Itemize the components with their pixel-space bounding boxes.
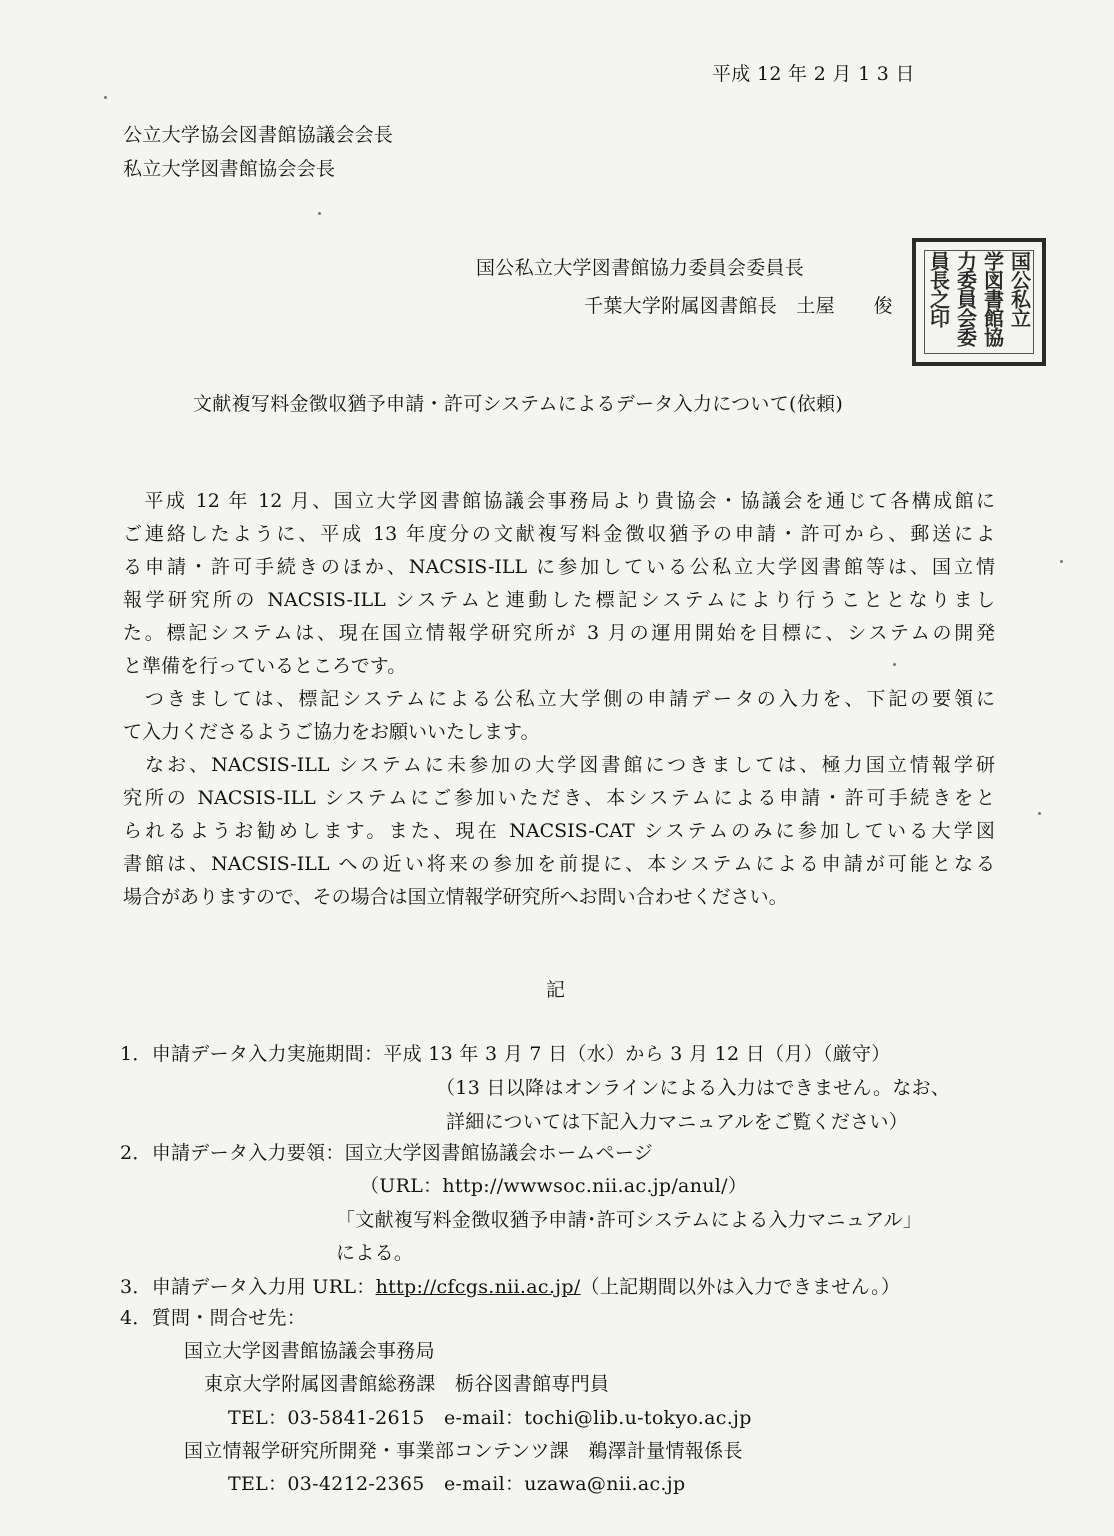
item-2-end: による。	[336, 1242, 414, 1264]
item-3-note: （上記期間以外は入力できません。）	[580, 1276, 901, 1298]
scan-speck	[1038, 812, 1041, 815]
recipient-1: 公立大学協会図書館協議会会長	[123, 124, 394, 146]
seal-text: 員長之印	[926, 251, 951, 327]
item-3-text: 3．申請データ入力用 URL：	[120, 1276, 376, 1298]
ki-heading: 記	[546, 979, 566, 1001]
official-seal	[912, 238, 1046, 366]
item-2-guide: 2．申請データ入力要領：国立大学図書館協議会ホームページ	[120, 1142, 654, 1164]
contact-2-org: 国立情報学研究所開発・事業部コンテンツ課 鵜澤計量情報係長	[184, 1440, 743, 1462]
body-line: る申請・許可手続きのほか、NACSIS-ILL に参加している公私立大学図書館等は、国立情	[123, 556, 995, 578]
body-line: られるようお勧めします。また、現在 NACSIS-CAT システムのみに参加している大学図	[123, 820, 995, 842]
item-4-contact: 4．質問・問合せ先：	[120, 1307, 307, 1329]
body-line: なお、NACSIS-ILL システムに未参加の大学図書館につきましては、極力国立情報学研	[123, 754, 995, 776]
letter-date: 平成 12 年 2 月 1 3 日	[712, 63, 915, 85]
scan-speck	[318, 212, 321, 215]
body-line: つきましては、標記システムによる公私立大学側の申請データの入力を、下記の要領に	[123, 688, 995, 710]
item-1-period: 1．申請データ入力実施期間：平成 13 年 3 月 7 日（水）から 3 月 12 日（月）（厳守）	[120, 1043, 891, 1065]
seal-text: 学図書館協	[980, 251, 1005, 346]
seal-text: 国公私立	[1007, 251, 1032, 327]
body-line: 平成 12 年 12 月、国立大学図書館協議会事務局より貴協会・協議会を通じて各構成館に	[123, 490, 995, 512]
body-line: ご連絡したように、平成 13 年度分の文献複写料金徴収猶予の申請・許可から、郵送によ	[123, 523, 995, 545]
subject-title: 文献複写料金徴収猶予申請・許可システムによるデータ入力について(依頼)	[193, 393, 844, 415]
body-line: 究所の NACSIS-ILL システムにご参加いただき、本システムによる申請・許可手続きをと	[123, 787, 995, 809]
body-line: 報学研究所の NACSIS-ILL システムと連動した標記システムにより行うこととなりまし	[123, 589, 995, 611]
seal-text: 力委員会委	[953, 251, 978, 346]
item-2-manual: 「文献複写料金徴収猶予申請･許可システムによる入力マニュアル」	[336, 1209, 923, 1231]
body-line: て入力くださるようご協力をお願いいたします。	[123, 721, 540, 743]
item-3-label	[120, 1273, 900, 1301]
body-line: た。標記システムは、現在国立情報学研究所が 3 月の運用開始を目標に、システムの開発	[123, 622, 995, 644]
contact-1-dept: 東京大学附属図書館総務課 栃谷図書館専門員	[204, 1373, 610, 1395]
recipient-2: 私立大学図書館協会会長	[123, 158, 336, 180]
scan-speck	[893, 663, 896, 666]
scan-speck	[1060, 560, 1063, 563]
sender-name: 千葉大学附属図書館長 土屋 俊	[584, 295, 893, 317]
body-line: と準備を行っているところです。	[123, 655, 407, 677]
item-1-note: 詳細については下記入力マニュアルをご覧ください）	[446, 1111, 909, 1133]
scan-speck	[104, 96, 107, 99]
input-url-link[interactable]: http://cfcgs.nii.ac.jp/	[375, 1276, 581, 1298]
body-line: 場合がありますので、その場合は国立情報学研究所へお問い合わせください。	[123, 886, 788, 908]
item-2-url[interactable]: （URL：http://wwwsoc.nii.ac.jp/anul/）	[360, 1175, 748, 1197]
sender-title: 国公私立大学図書館協力委員会委員長	[476, 257, 805, 279]
contact-2-details: TEL：03-4212-2365 e-mail：uzawa@nii.ac.jp	[228, 1473, 686, 1495]
contact-1-org: 国立大学図書館協議会事務局	[184, 1340, 435, 1362]
body-line: 書館は、NACSIS-ILL への近い将来の参加を前提に、本システムによる申請が可能となる	[123, 853, 995, 875]
item-1-note: （13 日以降はオンラインによる入力はできません。なお、	[436, 1077, 951, 1099]
contact-1-details: TEL：03-5841-2615 e-mail：tochi@lib.u-tokyo.ac.jp	[228, 1407, 752, 1429]
